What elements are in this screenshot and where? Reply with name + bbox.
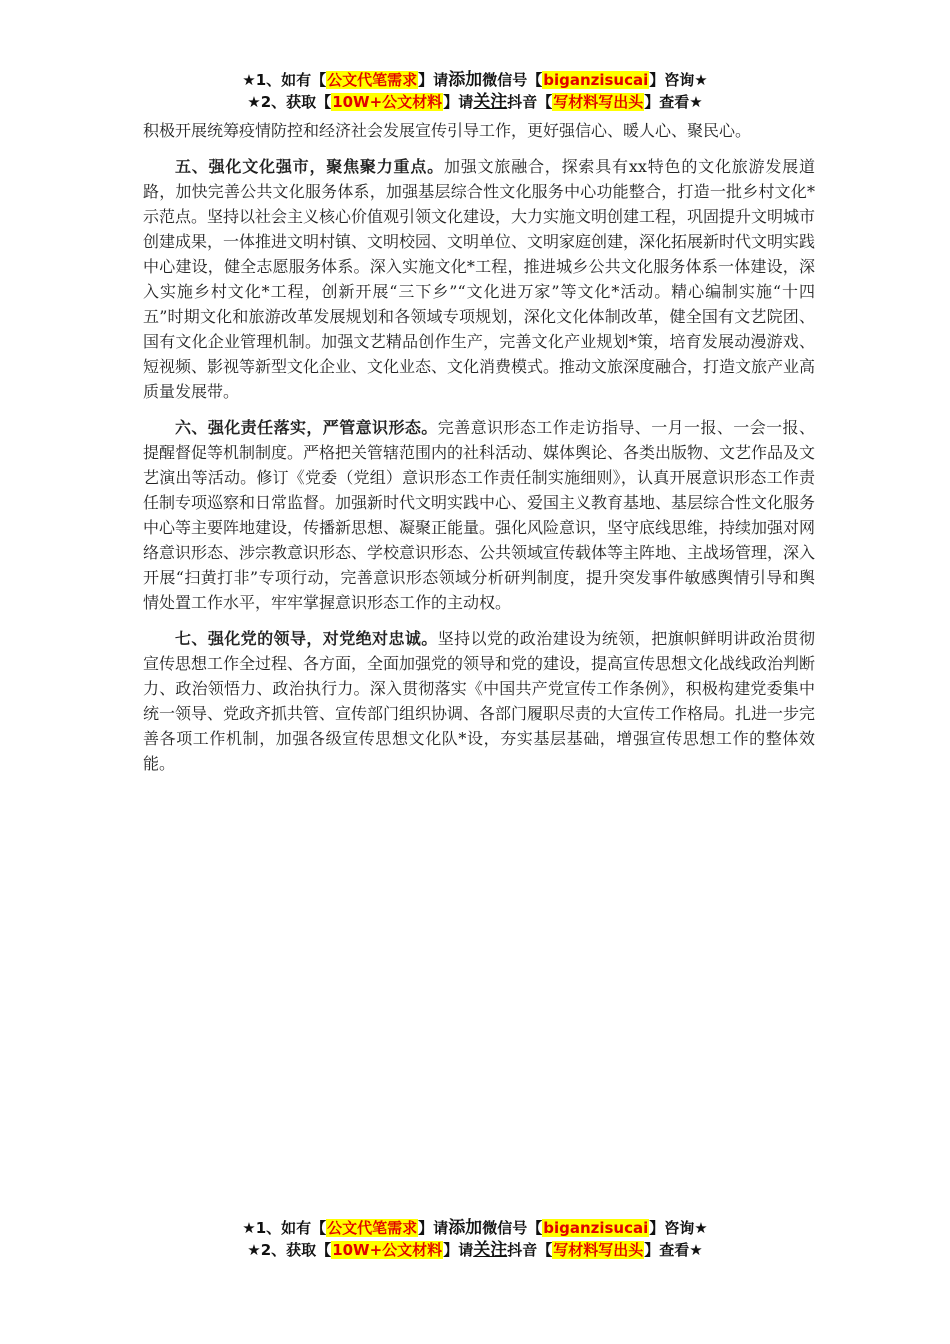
intro-paragraph: 积极开展统筹疫情防控和经济社会发展宣传引导工作，更好强信心、暖人心、聚民心。 [143, 121, 752, 140]
section-6-paragraph [143, 415, 815, 615]
banner-text: 2、获取【 [260, 93, 332, 111]
highlight-ghostwriting: 公文代笔需求 [327, 71, 418, 89]
banner-emphasis: 添加 [448, 70, 483, 90]
banner-emphasis: 添加 [448, 1218, 483, 1238]
section-heading: 五、强化文化强市，聚焦聚力重点。 [175, 157, 444, 176]
footer-banner [0, 1217, 950, 1261]
banner-text: 微信号【 [482, 1219, 543, 1237]
highlight-douyin-account: 写材料写出头 [553, 93, 644, 111]
highlight-ghostwriting: 公文代笔需求 [327, 1219, 418, 1237]
banner-line-2 [0, 1239, 950, 1261]
banner-text: 1、如有【 [255, 1219, 327, 1237]
banner-emphasis: 关注 [473, 1240, 508, 1260]
section-body: 坚持以党的政治建设为统领，把旗帜鲜明讲政治贯彻宣传思想工作全过程、各方面，全面加强党的领导和党的建设，提高宣传思想文化战线政治判断力、政治领悟力、政治执行力。深入贯彻落实《中国共产党宣传工作条例》，积极构建党委集中统一领导、党政齐抓共管、宣传部门组织协调、各部门履职尽责的大宣传工作格局。扎进一步完善各项工作机制，加强各级宣传思想文化队*设，夯实基层基础，增强宣传思想工作的整体效能。 [143, 629, 816, 773]
star-icon: ★ [247, 1241, 261, 1259]
banner-text: 】请 [443, 1241, 474, 1259]
banner-text: 微信号【 [482, 71, 543, 89]
section-5-paragraph [143, 154, 815, 404]
section-body: 加强文旅融合，探索具有xx特色的文化旅游发展道路，加快完善公共文化服务体系，加强基层综合性文化服务中心功能整合，打造一批乡村文化*示范点。坚持以社会主义核心价值观引领文化建设，大力实施文明创建工程，巩固提升文明城市创建成果，一体推进文明村镇、文明校园、文明单位、文明家庭创建，深化拓展新时代文明实践中心建设，健全志愿服务体系。深入实施文化*工程，推进城乡公共文化服务体系一体建设，深入实施乡村文化*工程，创新开展“三下乡”“文化进万家”等文化*活动。精心编制实施“十四五”时期文化和旅游改革发展规划和各领域专项规划，深化文化体制改革，健全国有文艺院团、国有文化企业管理机制。加强文艺精品创作生产，完善文化产业规划*策，培育发展动漫游戏、短视频、影视等新型文化企业、文化业态、文化消费模式。推动文旅深度融合，打造文旅产业高质量发展带。 [143, 157, 816, 401]
banner-text: 】咨询★ [649, 71, 708, 89]
section-heading: 六、强化责任落实，严管意识形态。 [175, 418, 438, 437]
banner-text: 】查看★ [644, 93, 703, 111]
section-body: 完善意识形态工作走访指导、一月一报、一会一报、提醒督促等机制制度。严格把关管辖范围内的社科活动、媒体舆论、各类出版物、文艺作品及文艺演出等活动。修订《党委（党组）意识形态工作责任制实施细则》，认真开展意识形态工作责任制专项巡察和日常监督。加强新时代文明实践中心、爱国主义教育基地、基层综合性文化服务中心等主要阵地建设，传播新思想、凝聚正能量。强化风险意识，坚守底线思维，持续加强对网络意识形态、涉宗教意识形态、学校意识形态、公共领域宣传载体等主阵地、主战场管理，深入开展“扫黄打非”专项行动，完善意识形态领域分析研判制度，提升突发事件敏感舆情引导和舆情处置工作水平，牢牢掌握意识形态工作的主动权。 [143, 418, 816, 612]
banner-text: 】咨询★ [649, 1219, 708, 1237]
banner-text: 】请 [443, 93, 474, 111]
banner-emphasis: 关注 [473, 92, 508, 112]
star-icon: ★ [242, 1219, 256, 1237]
banner-line-1 [0, 69, 950, 91]
document-body [143, 118, 815, 787]
header-banner [0, 69, 950, 113]
banner-text: 2、获取【 [260, 1241, 332, 1259]
banner-text: 抖音【 [507, 93, 553, 111]
highlight-wechat-id: biganzisucai [543, 71, 649, 89]
section-heading: 七、强化党的领导，对党绝对忠诚。 [175, 629, 438, 648]
highlight-douyin-account: 写材料写出头 [553, 1241, 644, 1259]
banner-line-1 [0, 1217, 950, 1239]
highlight-materials: 10W+公文材料 [332, 1241, 443, 1259]
star-icon: ★ [242, 71, 256, 89]
banner-text: 】请 [418, 1219, 449, 1237]
section-7-paragraph [143, 626, 815, 776]
star-icon: ★ [247, 93, 261, 111]
highlight-wechat-id: biganzisucai [543, 1219, 649, 1237]
highlight-materials: 10W+公文材料 [332, 93, 443, 111]
banner-text: 1、如有【 [255, 71, 327, 89]
banner-text: 】请 [418, 71, 449, 89]
banner-text: 抖音【 [507, 1241, 553, 1259]
banner-line-2 [0, 91, 950, 113]
banner-text: 】查看★ [644, 1241, 703, 1259]
